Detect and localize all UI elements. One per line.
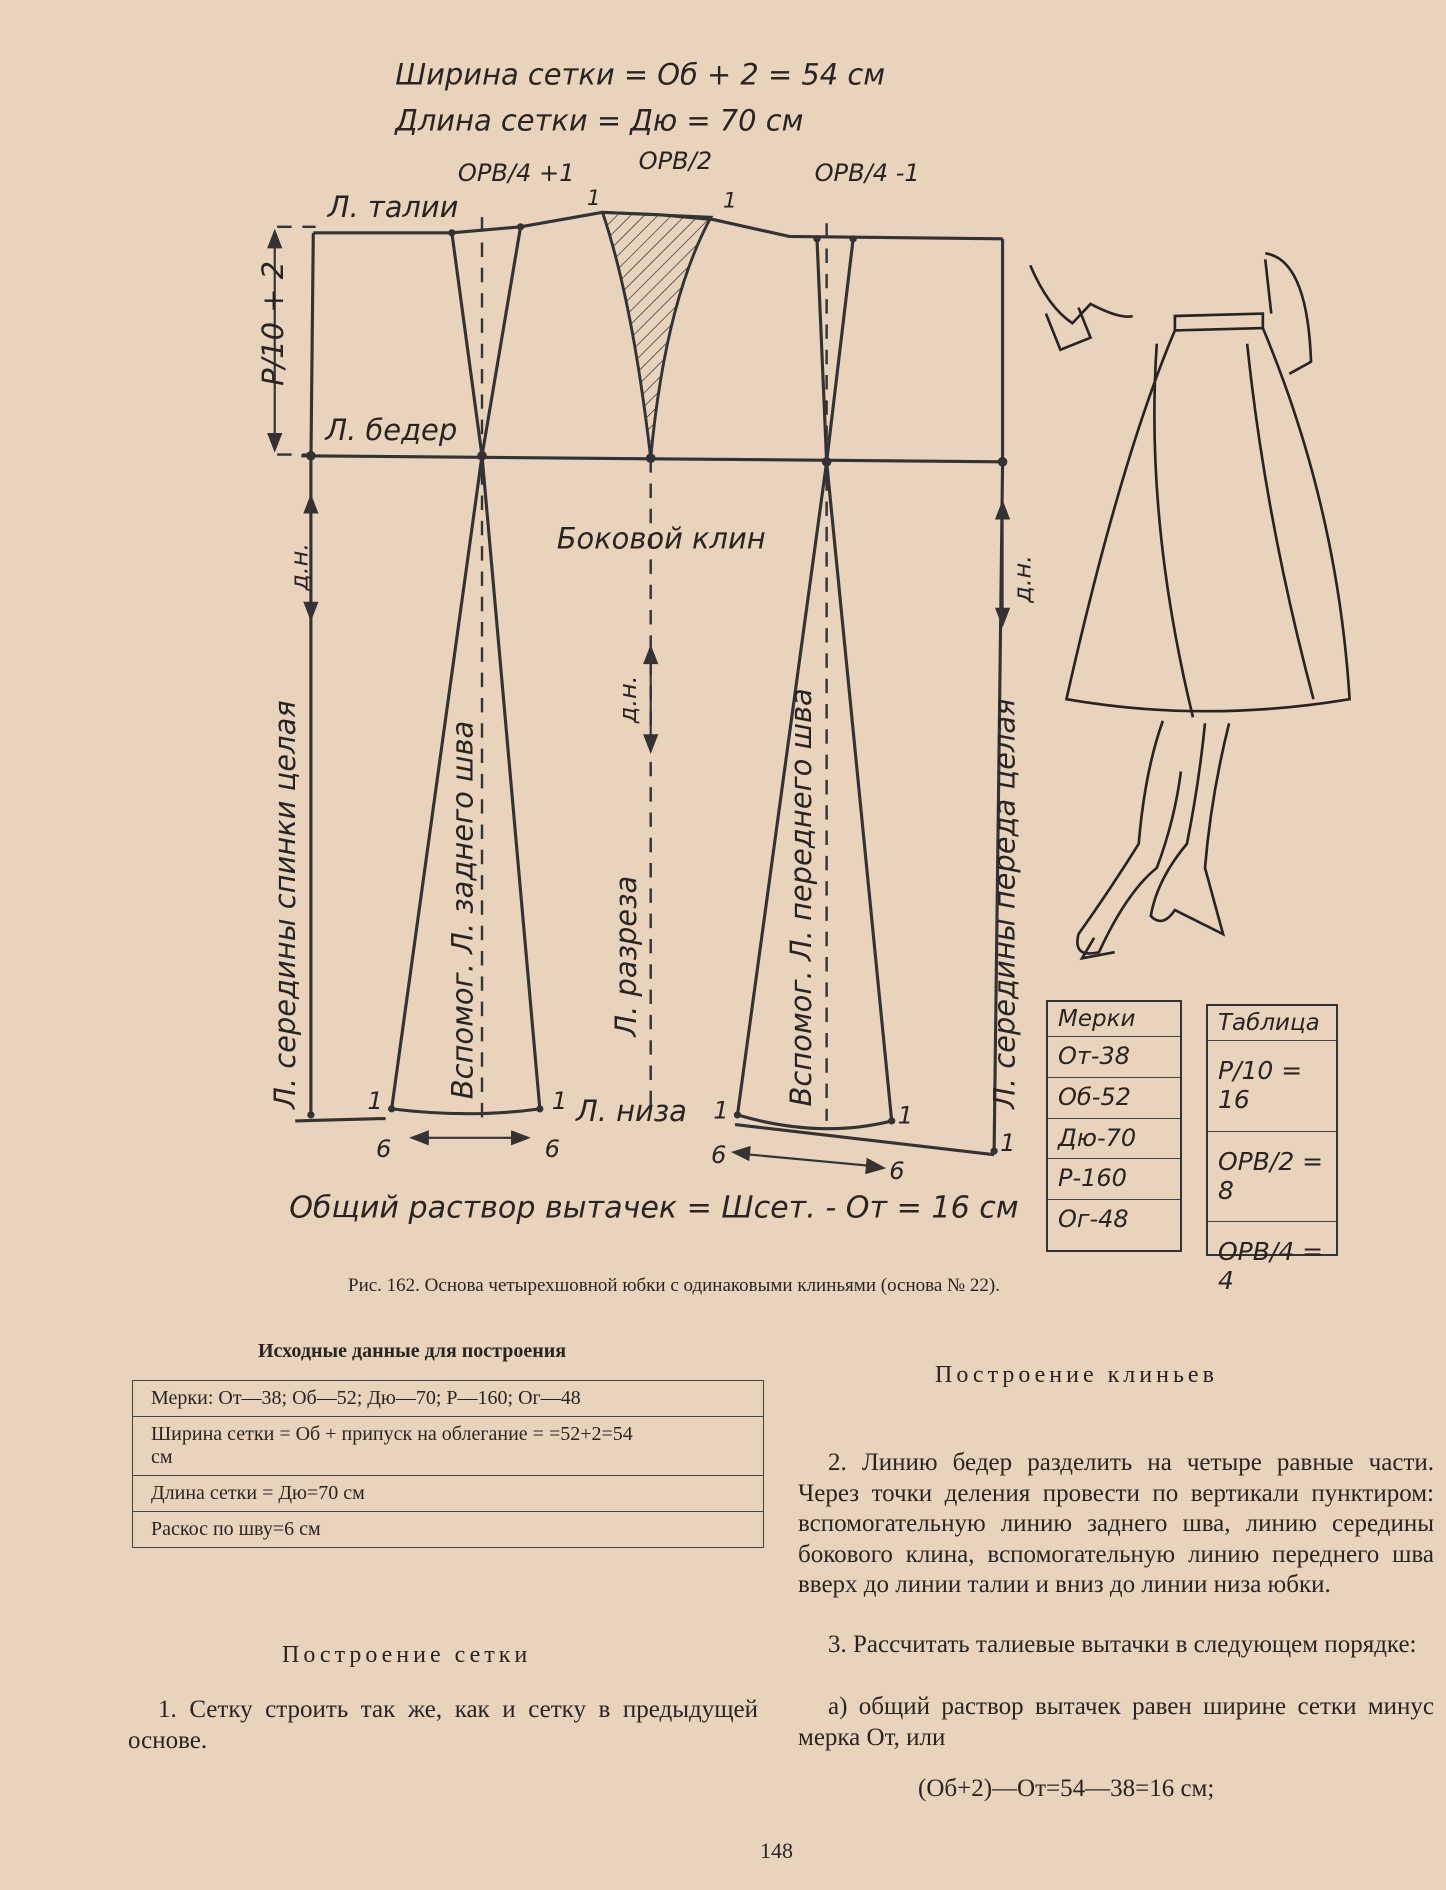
section-wedges-p2: 2. Линию бедер разделить на четыре равные части. Через точки деления провести по вертикали пунктиром: вспомогательную линию заднего шва, линию середины бокового клина, вспомогательную линию переднего шва вверх до линии талии и вниз до линии низа юбки. bbox=[798, 1449, 1434, 1598]
section-wedges-p3a: а) общий раствор вытачек равен ширине сетки минус мерка От, или bbox=[798, 1693, 1434, 1751]
hem-line-back bbox=[295, 1119, 385, 1121]
grid-width-label: Ширина сетки = Об + 2 = 54 см bbox=[395, 57, 886, 92]
aux-front-seam-label: Вспомог. Л. переднего шва bbox=[783, 688, 818, 1107]
point-1: 1 bbox=[713, 1096, 729, 1125]
initial-data-row: Мерки: От—38; Об—52; Дю—70; Р—160; Ог—48 bbox=[133, 1381, 763, 1417]
point-1: 1 bbox=[1000, 1129, 1016, 1158]
section-wedges-heading: Построение клиньев bbox=[935, 1362, 1218, 1388]
point-6: 6 bbox=[375, 1135, 392, 1164]
table-item: Р/10 = 16 bbox=[1208, 1041, 1336, 1132]
section-wedges-p3: 3. Рассчитать талиевые вытачки в следующем порядке: bbox=[828, 1631, 1417, 1658]
formula: (Об+2)—От=54—38=16 см; bbox=[918, 1775, 1215, 1802]
measurement-item: От-38 bbox=[1048, 1037, 1180, 1078]
measurement-item: Р-160 bbox=[1048, 1159, 1180, 1200]
point-6: 6 bbox=[889, 1156, 905, 1185]
section-grid-text: 1. Сетку строить так же, как и сетку в предыдущей основе. bbox=[128, 1696, 758, 1754]
page-number: 148 bbox=[760, 1838, 793, 1863]
p10-label: Р/10 + 2 bbox=[256, 260, 291, 386]
table-box bbox=[1206, 1004, 1338, 1296]
dn-center: д.н. bbox=[614, 675, 643, 724]
section-grid-heading: Построение сетки bbox=[282, 1642, 532, 1668]
aux-back-seam-label: Вспомог. Л. заднего шва bbox=[445, 720, 480, 1100]
point-1: 1 bbox=[586, 186, 601, 212]
orv4-minus-label: ОРВ/4 -1 bbox=[814, 159, 920, 188]
measurement-item: Дю-70 bbox=[1048, 1119, 1180, 1160]
table-item: ОРВ/4 = 4 bbox=[1218, 1237, 1324, 1296]
point-1: 1 bbox=[367, 1086, 383, 1115]
point-1: 1 bbox=[551, 1086, 568, 1115]
initial-data-row: Ширина сетки = Об + припуск на облегание = =52+2=54 см bbox=[133, 1417, 763, 1476]
measurements-box bbox=[1046, 1000, 1182, 1252]
hip-line-label: Л. бедер bbox=[325, 413, 458, 448]
front-center-label: Л. середины переда целая bbox=[987, 698, 1022, 1109]
back-center-line bbox=[311, 233, 313, 1115]
dn-right: д.н. bbox=[1008, 555, 1037, 603]
waist-line-label: Л. талии bbox=[327, 190, 459, 225]
skirt-figure-illustration bbox=[1030, 253, 1349, 958]
orv2-label: ОРВ/2 bbox=[638, 146, 713, 175]
measurement-item: Ог-48 bbox=[1058, 1204, 1129, 1233]
initial-data-title: Исходные данные для построения bbox=[258, 1340, 567, 1362]
table-item: ОРВ/2 = 8 bbox=[1208, 1132, 1336, 1223]
back-center-label: Л. середины спинки целая bbox=[268, 700, 303, 1109]
point-1: 1 bbox=[722, 188, 737, 214]
dn-left: д.н. bbox=[285, 542, 314, 591]
figure-caption: Рис. 162. Основа четырехшовной юбки с одинаковыми клиньями (основа № 22). bbox=[348, 1275, 1001, 1296]
initial-data-row: Раскос по шву=6 см bbox=[151, 1518, 321, 1540]
dart-total-label: Общий раствор вытачек = Шсет. - От = 16 см bbox=[289, 1190, 1019, 1226]
orv4-plus-label: ОРВ/4 +1 bbox=[457, 159, 575, 188]
cut-line-label: Л. разреза bbox=[609, 875, 644, 1037]
table-title: Таблица bbox=[1208, 1006, 1336, 1041]
side-dart bbox=[603, 212, 711, 458]
point-6: 6 bbox=[544, 1135, 561, 1164]
point-6: 6 bbox=[710, 1141, 727, 1170]
initial-data-row: Длина сетки = Дю=70 см bbox=[133, 1476, 763, 1512]
hem-line-label: Л. низа bbox=[575, 1093, 687, 1128]
grid-length-label: Длина сетки = Дю = 70 см bbox=[395, 103, 804, 138]
measurement-item: Об-52 bbox=[1048, 1078, 1180, 1119]
side-wedge-label: Боковой клин bbox=[556, 521, 766, 556]
measurements-title: Мерки bbox=[1048, 1002, 1180, 1037]
point-1: 1 bbox=[897, 1101, 914, 1130]
initial-data-table bbox=[132, 1380, 764, 1548]
